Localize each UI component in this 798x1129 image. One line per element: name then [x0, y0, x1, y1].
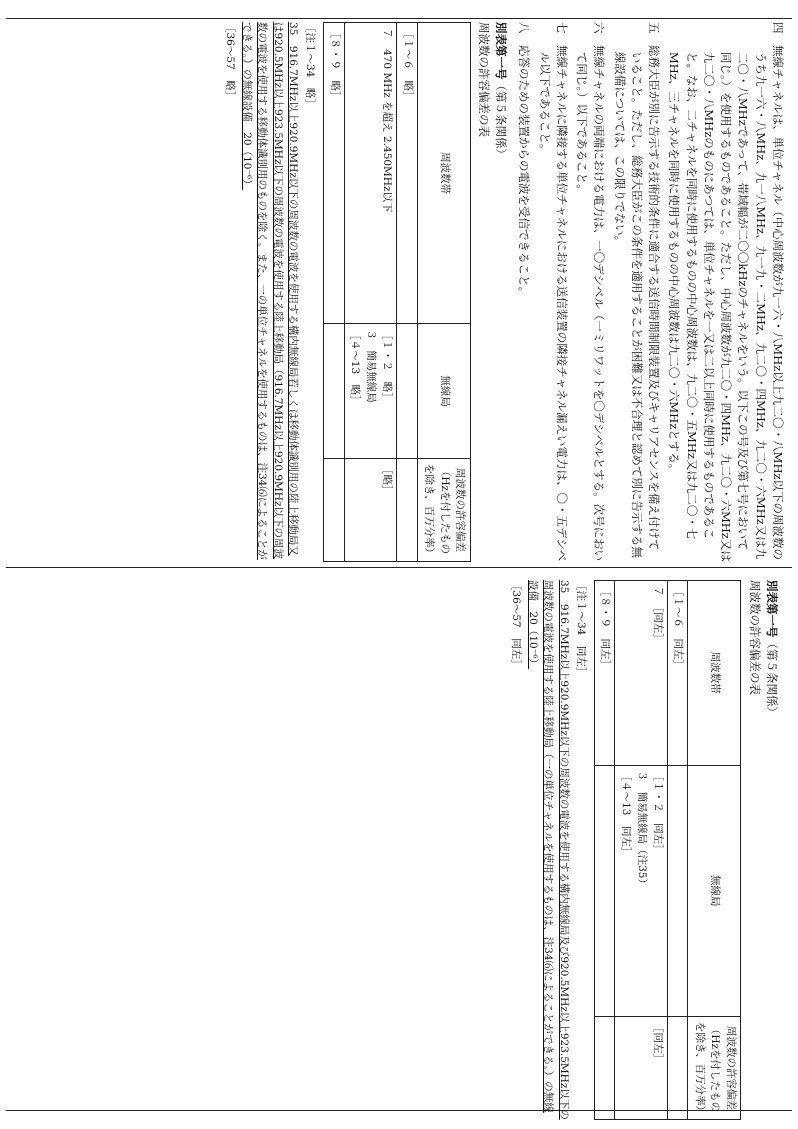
col-band-header: 周波数帯 [417, 23, 470, 324]
table-title: 別表第一号（第５条関係） [494, 22, 509, 160]
tolerance-cell [324, 459, 345, 562]
station-cell [667, 765, 688, 1016]
note-item: ［注１～34 略］ [304, 22, 316, 109]
tolerance-cell [594, 1017, 615, 1120]
col-tolerance-header: 周波数の許容偏差（Hzを付したものを除き、百万分率） [688, 1017, 741, 1120]
revised-text-band [16, 22, 786, 562]
clause-8: 八 応答のための装置からの電波を受信できること。 [517, 22, 532, 298]
col-station-header: 無線局 [688, 765, 741, 1016]
station-cell: ［１・２ 略］ ３ 簡易無線局 ［４～13 略］ [344, 324, 396, 459]
note-item: ［注１～34 同左］ [574, 580, 587, 678]
station-cell [397, 324, 418, 459]
table-row [324, 23, 345, 562]
table-header-row [688, 581, 741, 1120]
col-tolerance-header: 周波数の許容偏差（Hzを付したものを除き、百万分率） [417, 459, 470, 562]
table-notes [508, 580, 588, 1120]
tolerance-cell [397, 459, 418, 562]
note-item: 35 916.7MHz以上920.9MHz以下の周波数の電波を使用する構内無線局若しくは移動体識別用の陸上移動局又は920.5MHz以上923.5MHz以下の周波数の電波を使用する陸上移動局（916.7MHz以上920.9MHz以下の周波数の電波を使用する移動体識別用のものを除く。また、一の単位チャネルを使用するものは、注34⑹によることができる。）の無線設備 20（10⁻⁶） [241, 22, 299, 560]
clause-6: 六 無線チャネルの両端における電力は、一〇デシベル（一ミリワットを〇デシベルとする。次号において同じ。）以下であること。 [575, 22, 607, 562]
tolerance-cell: ［同左］ [615, 1017, 667, 1120]
band-cell: ［１～６ 同左］ [667, 581, 688, 766]
clause-4: 四 無線チャネルは、単位チャネル（中心周波数が九一六・八MHz以上九二〇・八MHz以下の周波数のうち九一六・八MHz、九一八MHz、九一九・二MHz、九二〇・四MHz、九二〇・六MHz又は九二〇・八MHzであって、帯域幅が二〇〇kHzのチャネルをいう。以下この号及び第七号において同じ。）を使用するものであること。ただし、中心周波数が九二〇・四MHz、九二〇・六MHz又は九二〇・八MHzのものにあつては、単位チャネルを一又は二以上同時に使用するものであること。なお、二チャネルを同時に使用するものの中心周波数は、九二〇・五MHz又は九二〇・七MHz、三チャネルを同時に使用するものの中心周波数は九二〇・六MHzとする。 [667, 22, 785, 562]
table-subtitle: 周波数の許容偏差の表 [747, 580, 762, 695]
note-item: ［36～57 同左］ [509, 580, 522, 670]
clause-5: 五 総務大臣が別に告示する技術的条件に適合する送信時間制限装置及びキャリアセンスを備え付けていること。ただし、総務大臣がこの条件を適用することが困難又は不合理と認めて別に告示する無線設備については、この限りでない。 [612, 22, 662, 558]
current-text-band [316, 580, 786, 1120]
table-header-row [417, 23, 470, 562]
band-cell: ［１～６ 略］ [397, 23, 418, 324]
table-row [615, 581, 667, 1120]
table-row [594, 581, 615, 1120]
table-row [344, 23, 396, 562]
band-cell: ７ 470 MHz を超え 2.450MHz以下 [344, 23, 396, 324]
col-band-header: 周波数帯 [688, 581, 741, 766]
band-cell: ［８・９ 略］ [324, 23, 345, 324]
table-subtitle: 周波数の許容偏差の表 [477, 22, 491, 137]
station-cell [594, 765, 615, 1016]
col-station-header: 無線局 [417, 324, 470, 459]
top-rule [6, 18, 792, 19]
station-cell [324, 324, 345, 459]
tolerance-table [323, 22, 471, 562]
note-item: ［36～57 略］ [223, 22, 236, 102]
note-item: 35 916.7MHz以上920.9MHz以下の周波数の電波を使用する構内無線局及び920.5MHz以上923.5MHz以下の周波数の電波を使用する陸上移動局（一の単位チャネルを使用するものは、注34⑹によることができる。）の無線設備 20（10⁻⁶） [527, 580, 570, 1120]
table-row [397, 23, 418, 562]
tolerance-cell [667, 1017, 688, 1120]
station-cell: ［１・２ 同左］ ３ 簡易無線局（注35） ［４～13 同左］ [615, 765, 667, 1016]
band-cell: ７ ［同左］ [615, 581, 667, 766]
table-notes [222, 22, 317, 562]
table-row [667, 581, 688, 1120]
table-title: 別表第一号（第５条関係） [765, 580, 779, 718]
tolerance-table [594, 580, 742, 1120]
middle-rule [6, 567, 792, 568]
tolerance-cell: ［略］ [344, 459, 396, 562]
band-cell: ［８・９ 同左］ [594, 581, 615, 766]
clause-7: 七 無線チャネルに隣接する単位チャネルにおける送信装置の隣接チャネル漏えい電力は、〇・五デシベル以下であること。 [537, 22, 569, 562]
